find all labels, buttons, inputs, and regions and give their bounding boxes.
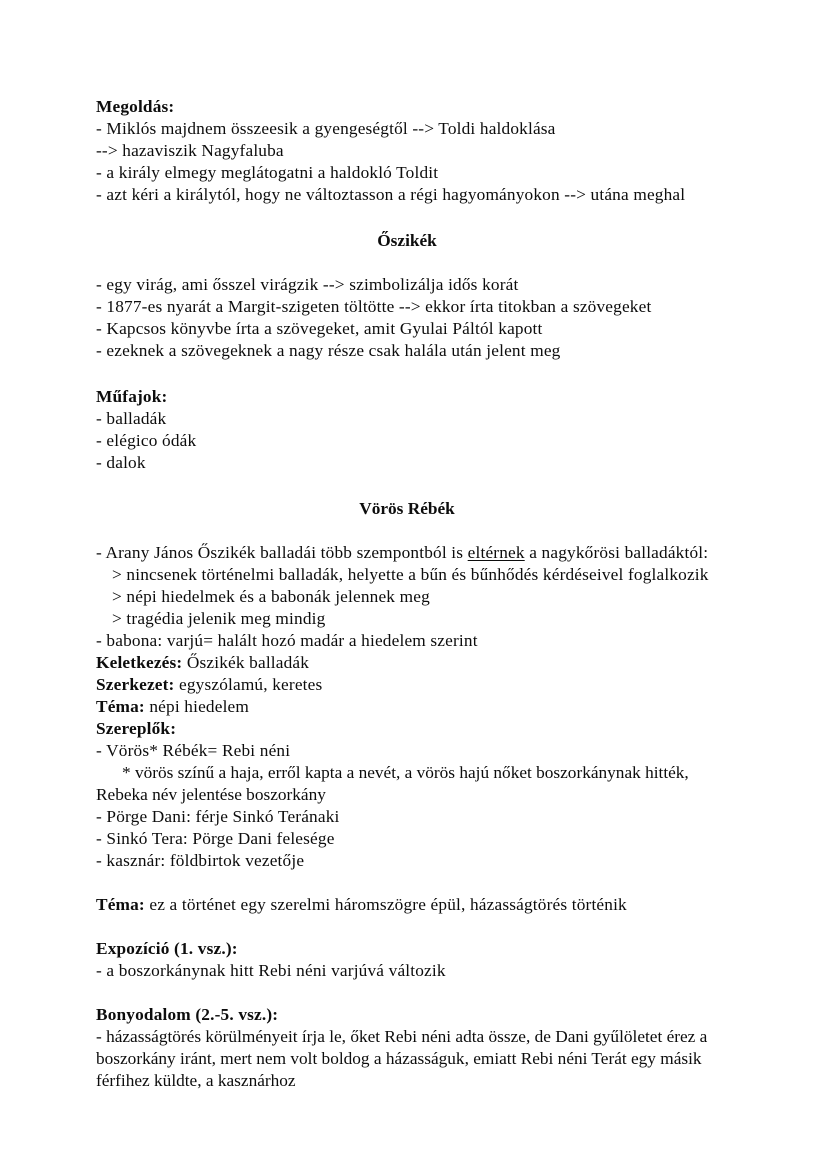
voros-rebek-subitem-3: > tragédia jelenik meg mindig (112, 609, 326, 628)
field-tema-label: Téma: (96, 697, 145, 716)
oszikek-line-2: - 1877-es nyarát a Margit-szigeten töltötte --> ekkor írta titokban a szövegeket (96, 297, 652, 316)
oszikek-line-1: - egy virág, ami ősszel virágzik --> szimbolizálja idős korát (96, 275, 519, 294)
megoldas-line-4: - azt kéri a királytól, hogy ne változtasson a régi hagyományokon --> utána meghal (96, 185, 686, 204)
text-column (96, 96, 718, 1092)
szereplo-kasznar: - kasznár: földbirtok vezetője (96, 851, 305, 870)
voros-rebek-babona-line: - babona: varjú= halált hozó madár a hiedelem szerint (96, 631, 478, 650)
expozicio-line-1: - a boszorkánynak hitt Rebi néni varjúvá változik (96, 961, 446, 980)
spacer (96, 872, 718, 894)
mufajok-line-1: - balladák (96, 409, 167, 428)
heading-mufajok: Műfajok: (96, 387, 168, 406)
szereplo-sinko-tera: - Sinkó Tera: Pörge Dani felesége (96, 829, 335, 848)
spacer (96, 916, 718, 938)
szereplo-voros-rebek: - Vörös* Rébék= Rebi néni (96, 741, 291, 760)
spacer (96, 206, 718, 230)
field-keletkezes (96, 652, 718, 674)
field-szerkezet-label: Szerkezet: (96, 675, 175, 694)
mufajok-line-2: - elégico ódák (96, 431, 197, 450)
megoldas-line-2: --> hazaviszik Nagyfaluba (96, 141, 284, 160)
section-title-voros-rebek: Vörös Rébék (359, 499, 455, 518)
szereplok-footnote: * vörös színű a haja, erről kapta a nevét, a vörös hajú nőket boszorkánynak hitték, Rebeka név jelentése boszorkány (96, 763, 689, 804)
field-tema-2-label: Téma: (96, 895, 145, 914)
section-title-oszikek: Őszikék (377, 231, 437, 250)
oszikek-line-4: - ezeknek a szövegeknek a nagy része csak halála után jelent meg (96, 341, 561, 360)
voros-rebek-intro (96, 542, 718, 564)
field-tema-2-value: ez a történet egy szerelmi háromszögre épül, házasságtörés történik (144, 895, 627, 914)
megoldas-line-1: - Miklós majdnem összeesik a gyengeségtől --> Toldi haldoklása (96, 119, 556, 138)
spacer (96, 520, 718, 542)
field-tema (96, 696, 718, 718)
megoldas-line-3: - a király elmegy meglátogatni a haldokló Toldit (96, 163, 439, 182)
spacer (96, 982, 718, 1004)
oszikek-line-3: - Kapcsos könyvbe írta a szövegeket, amit Gyulai Páltól kapott (96, 319, 543, 338)
mufajok-line-3: - dalok (96, 453, 146, 472)
field-szerkezet (96, 674, 718, 696)
intro-text-start: - Arany János Őszikék balladái több szempontból is (96, 543, 468, 562)
voros-rebek-subitem-2: > népi hiedelmek és a babonák jelennek meg (112, 587, 430, 606)
spacer (96, 362, 718, 386)
spacer (96, 252, 718, 274)
intro-text-end: a nagykőrösi balladáktól: (524, 543, 709, 562)
szereplo-porge-dani: - Pörge Dani: férje Sinkó Teránaki (96, 807, 340, 826)
field-keletkezes-value: Őszikék balladák (182, 653, 310, 672)
bonyodalom-paragraph: - házasságtörés körülményeit írja le, őket Rebi néni adta össze, de Dani gyűlöletet érez a boszorkány iránt, mert nem volt boldog a házasságuk, emiatt Rebi néni Terát egy másik férfihez küldte, a kasznárhoz (96, 1027, 708, 1090)
field-szerkezet-value: egyszólamú, keretes (174, 675, 323, 694)
heading-megoldas: Megoldás: (96, 97, 175, 116)
field-keletkezes-label: Keletkezés: (96, 653, 183, 672)
heading-expozicio: Expozíció (1. vsz.): (96, 939, 238, 958)
voros-rebek-subitem-1: > nincsenek történelmi balladák, helyette a bűn és bűnhődés kérdéseivel foglalkozik (112, 565, 709, 584)
field-tema-2 (96, 894, 718, 916)
spacer (96, 474, 718, 498)
heading-bonyodalom: Bonyodalom (2.-5. vsz.): (96, 1005, 279, 1024)
heading-szereplok: Szereplők: (96, 719, 177, 738)
intro-underlined-word: eltérnek (467, 543, 525, 562)
field-tema-value: népi hiedelem (144, 697, 250, 716)
